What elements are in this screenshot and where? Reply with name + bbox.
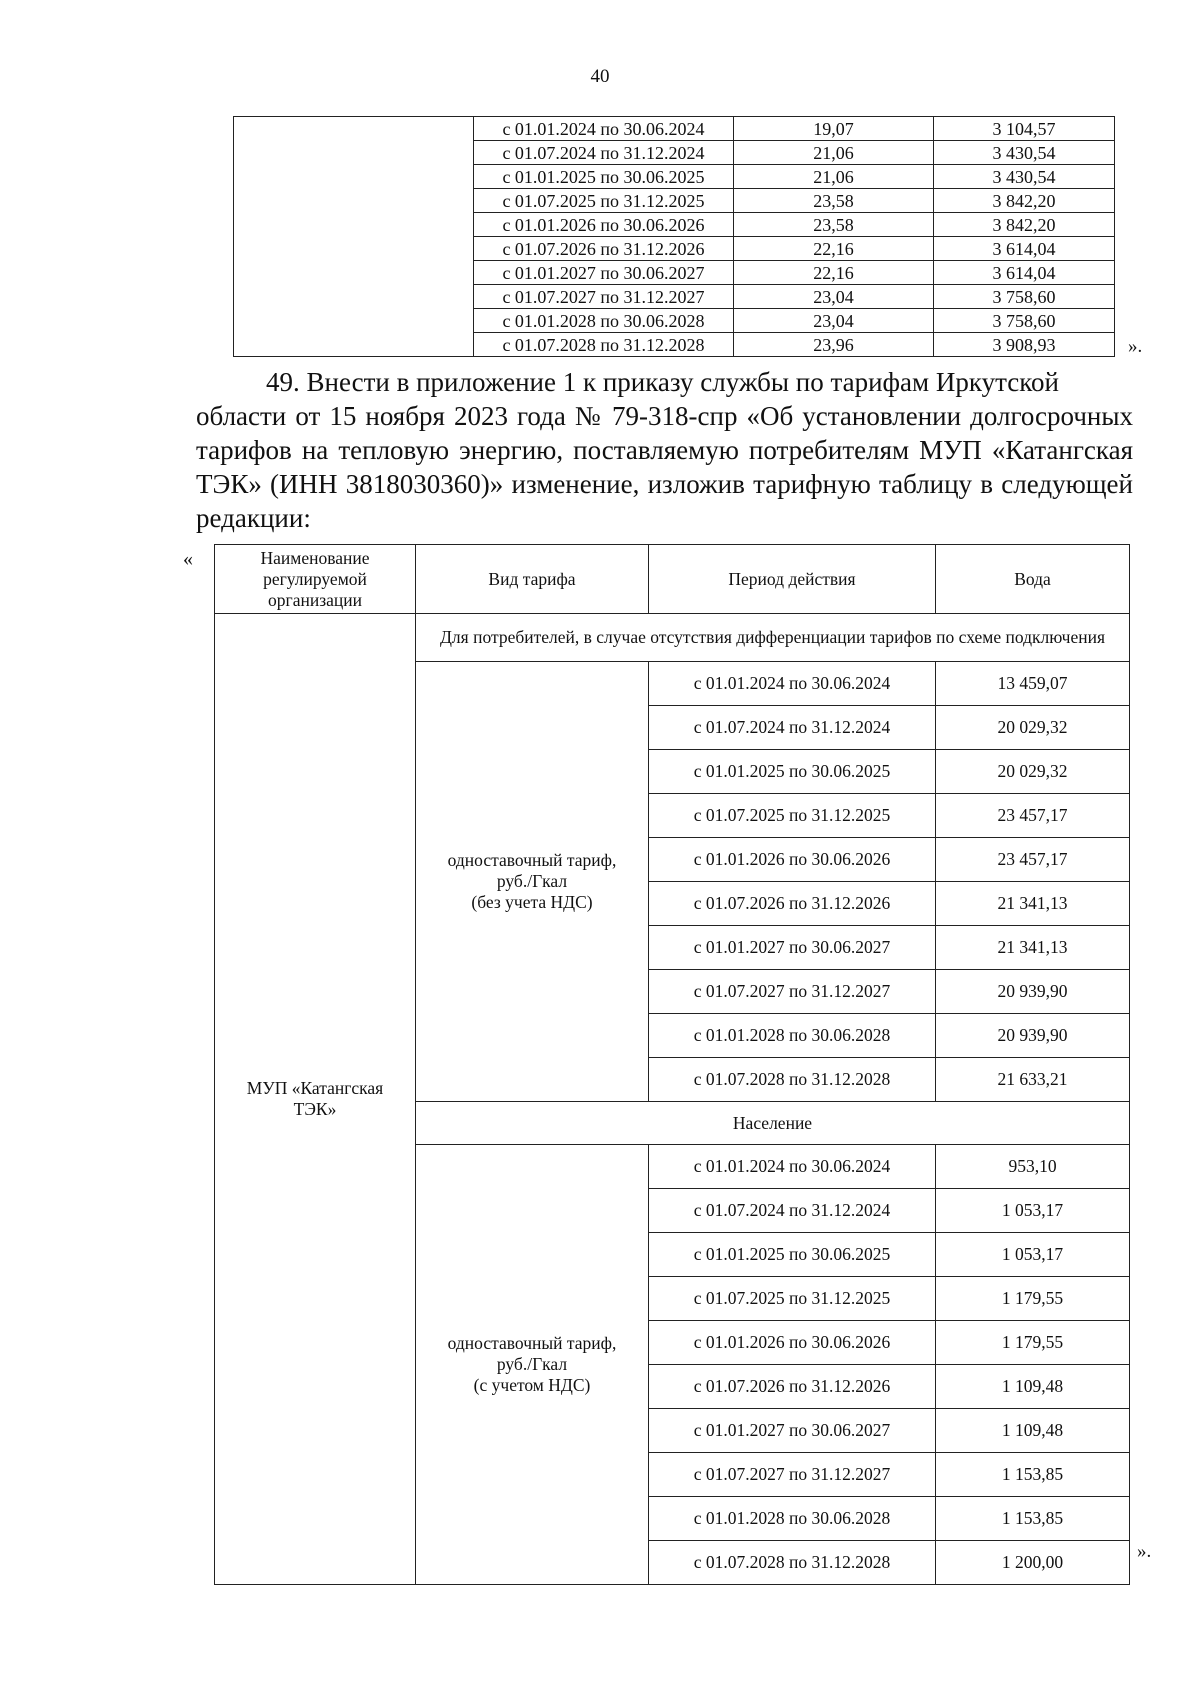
period-cell: с 01.01.2026 по 30.06.2026 <box>649 838 936 882</box>
rate-cell: 22,16 <box>734 261 934 285</box>
section-title: Население <box>416 1102 1130 1145</box>
period-cell: с 01.01.2027 по 30.06.2027 <box>474 261 734 285</box>
period-cell: с 01.07.2024 по 31.12.2024 <box>474 141 734 165</box>
period-cell: с 01.07.2026 по 31.12.2026 <box>649 1365 936 1409</box>
period-cell: с 01.07.2027 по 31.12.2027 <box>649 970 936 1014</box>
period-cell: с 01.07.2025 по 31.12.2025 <box>649 1277 936 1321</box>
period-cell: с 01.01.2026 по 30.06.2026 <box>474 213 734 237</box>
rate-cell: 22,16 <box>734 237 934 261</box>
organization-name: МУП «Катангская ТЭК» <box>215 614 416 1585</box>
opening-quote: « <box>183 548 193 570</box>
tariff-type-line: одноставочный тариф, <box>447 850 617 870</box>
period-cell: с 01.01.2024 по 30.06.2024 <box>474 117 734 141</box>
water-value-cell: 21 341,13 <box>936 926 1130 970</box>
period-cell: с 01.07.2028 по 31.12.2028 <box>474 333 734 357</box>
water-value-cell: 20 029,32 <box>936 706 1130 750</box>
paragraph-body: области от 15 ноября 2023 года № 79-318-спр «Об установлении долгосрочных тарифов на тепловую энергию, поставляемую потребителям МУП «Катангская ТЭК» (ИНН 3818030360)» изменение, изложив тарифную таблицу в следующей редакции: <box>196 401 1133 533</box>
amendment-paragraph <box>196 365 1133 535</box>
closing-quote-main: ». <box>1137 1541 1152 1562</box>
water-value-cell: 13 459,07 <box>936 662 1130 706</box>
water-value-cell: 1 109,48 <box>936 1365 1130 1409</box>
water-value-cell: 23 457,17 <box>936 794 1130 838</box>
tariff-type <box>416 1145 649 1585</box>
period-cell: с 01.07.2028 по 31.12.2028 <box>649 1541 936 1585</box>
tariff-type-line: одноставочный тариф, <box>447 1333 617 1353</box>
period-cell: с 01.01.2027 по 30.06.2027 <box>649 1409 936 1453</box>
period-cell: с 01.01.2028 по 30.06.2028 <box>649 1014 936 1058</box>
water-value-cell: 953,10 <box>936 1145 1130 1189</box>
period-cell: с 01.01.2024 по 30.06.2024 <box>649 1145 936 1189</box>
value-cell: 3 758,60 <box>934 309 1115 333</box>
value-cell: 3 104,57 <box>934 117 1115 141</box>
water-value-cell: 21 633,21 <box>936 1058 1130 1102</box>
paragraph-first-line: 49. Внести в приложение 1 к приказу службы по тарифам Иркутской <box>266 367 1059 397</box>
rate-cell: 23,58 <box>734 189 934 213</box>
rate-cell: 21,06 <box>734 165 934 189</box>
rate-cell: 23,04 <box>734 309 934 333</box>
water-value-cell: 1 153,85 <box>936 1497 1130 1541</box>
section-title: Для потребителей, в случае отсутствия дифференциации тарифов по схеме подключения <box>416 614 1130 662</box>
value-cell: 3 614,04 <box>934 261 1115 285</box>
water-value-cell: 1 053,17 <box>936 1189 1130 1233</box>
period-cell: с 01.07.2025 по 31.12.2025 <box>474 189 734 213</box>
water-value-cell: 1 109,48 <box>936 1409 1130 1453</box>
rate-cell: 21,06 <box>734 141 934 165</box>
period-cell: с 01.01.2025 по 30.06.2025 <box>649 1233 936 1277</box>
water-value-cell: 1 153,85 <box>936 1453 1130 1497</box>
period-cell: с 01.07.2024 по 31.12.2024 <box>649 1189 936 1233</box>
section-title-row <box>215 614 1130 662</box>
rate-cell: 23,96 <box>734 333 934 357</box>
period-cell: с 01.01.2025 по 30.06.2025 <box>474 165 734 189</box>
period-cell: с 01.07.2028 по 31.12.2028 <box>649 1058 936 1102</box>
period-cell: с 01.01.2028 по 30.06.2028 <box>649 1497 936 1541</box>
rate-cell: 23,04 <box>734 285 934 309</box>
value-cell: 3 842,20 <box>934 213 1115 237</box>
value-cell: 3 430,54 <box>934 165 1115 189</box>
water-value-cell: 23 457,17 <box>936 838 1130 882</box>
closing-quote: ». <box>1128 336 1143 357</box>
water-value-cell: 1 053,17 <box>936 1233 1130 1277</box>
value-cell: 3 614,04 <box>934 237 1115 261</box>
water-value-cell: 21 341,13 <box>936 882 1130 926</box>
period-cell: с 01.01.2026 по 30.06.2026 <box>649 1321 936 1365</box>
period-cell: с 01.01.2027 по 30.06.2027 <box>649 926 936 970</box>
tariff-type-line: руб./Гкал <box>496 1354 568 1374</box>
rate-cell: 23,58 <box>734 213 934 237</box>
header-period: Период действия <box>649 545 936 614</box>
tariff-type-line: (с учетом НДС) <box>473 1375 591 1395</box>
water-value-cell: 20 939,90 <box>936 970 1130 1014</box>
water-value-cell: 1 179,55 <box>936 1321 1130 1365</box>
water-value-cell: 20 029,32 <box>936 750 1130 794</box>
period-cell: с 01.07.2024 по 31.12.2024 <box>649 706 936 750</box>
page-number: 40 <box>590 66 610 87</box>
period-cell: с 01.01.2028 по 30.06.2028 <box>474 309 734 333</box>
water-value-cell: 20 939,90 <box>936 1014 1130 1058</box>
tariff-type-line: руб./Гкал <box>496 871 568 891</box>
value-cell: 3 430,54 <box>934 141 1115 165</box>
header-tariff-type: Вид тарифа <box>416 545 649 614</box>
table-row <box>234 117 1115 141</box>
header-water: Вода <box>936 545 1130 614</box>
period-cell: с 01.07.2025 по 31.12.2025 <box>649 794 936 838</box>
period-cell: с 01.07.2027 по 31.12.2027 <box>649 1453 936 1497</box>
value-cell: 3 842,20 <box>934 189 1115 213</box>
period-cell: с 01.07.2026 по 31.12.2026 <box>474 237 734 261</box>
period-cell: с 01.01.2025 по 30.06.2025 <box>649 750 936 794</box>
period-cell: с 01.07.2026 по 31.12.2026 <box>649 882 936 926</box>
header-organization: Наименование регулируемой организации <box>215 545 416 614</box>
tariff-type <box>416 662 649 1102</box>
tariff-table <box>214 544 1130 1585</box>
water-value-cell: 1 179,55 <box>936 1277 1130 1321</box>
tariff-type-line: (без учета НДС) <box>471 892 593 912</box>
period-cell: с 01.07.2027 по 31.12.2027 <box>474 285 734 309</box>
value-cell: 3 758,60 <box>934 285 1115 309</box>
table-header-row <box>215 545 1130 614</box>
rate-cell: 19,07 <box>734 117 934 141</box>
continuation-tariff-table <box>233 116 1115 357</box>
period-cell: с 01.01.2024 по 30.06.2024 <box>649 662 936 706</box>
water-value-cell: 1 200,00 <box>936 1541 1130 1585</box>
value-cell: 3 908,93 <box>934 333 1115 357</box>
blank-cell <box>234 117 474 357</box>
